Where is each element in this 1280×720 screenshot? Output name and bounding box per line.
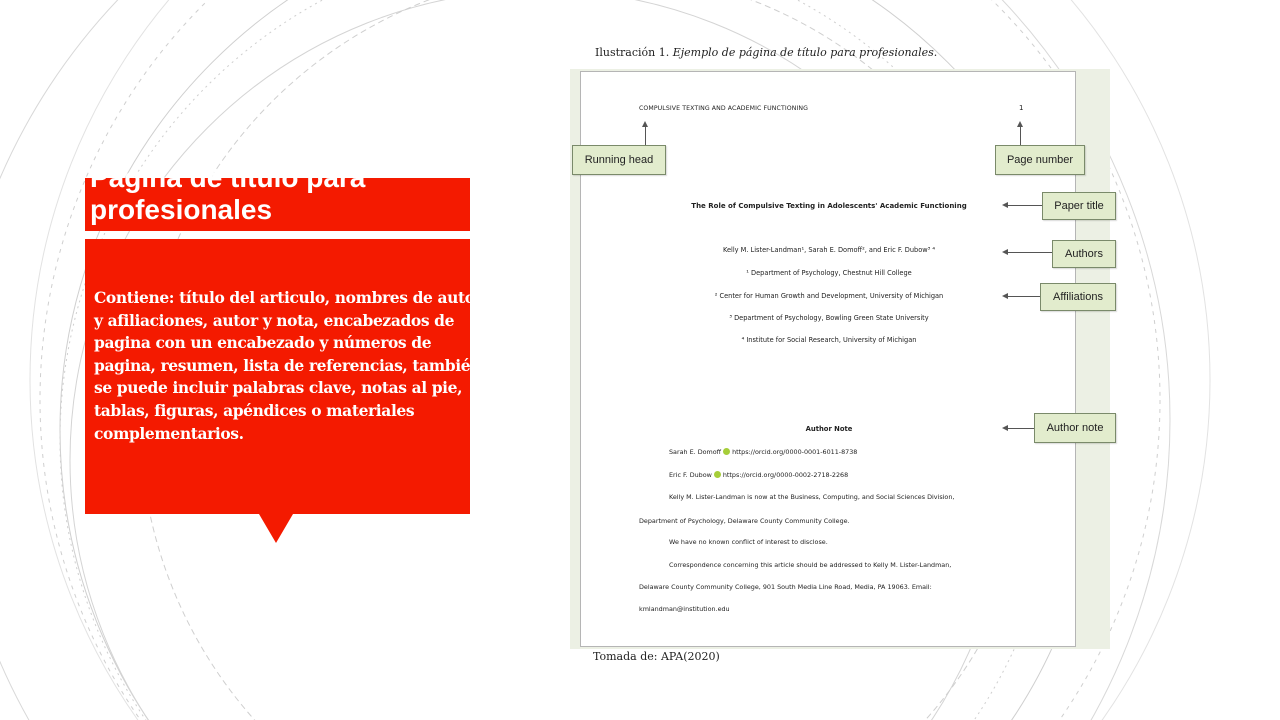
- orcid-line: [669, 471, 848, 479]
- running-head-text: COMPULSIVE TEXTING AND ACADEMIC FUNCTIONING: [639, 105, 808, 112]
- note-line: Kelly M. Lister-Landman is now at the Business, Computing, and Social Sciences Division,: [669, 493, 955, 501]
- affiliation-line: ¹ Department of Psychology, Chestnut Hill College: [746, 269, 912, 277]
- paper-title-callout: [1042, 192, 1116, 220]
- slide-title: Pagina de titulo para profesionales: [90, 162, 366, 225]
- author-note-callout: [1034, 413, 1116, 443]
- note-line: Delaware County Community College, 901 South Media Line Road, Media, PA 19063. Email:: [639, 583, 932, 591]
- affiliations-arrow: [1006, 296, 1040, 297]
- note-line: We have no known conflict of interest to disclose.: [669, 538, 828, 546]
- note-line: kmlandman@institution.edu: [639, 605, 730, 613]
- slide-title-box: [85, 162, 470, 231]
- page-number-text: 1: [1019, 104, 1024, 112]
- orcid-name: Eric F. Dubow: [669, 471, 712, 479]
- caption-title: Ejemplo de página de título para profesionales.: [672, 46, 938, 59]
- authors-label: Authors: [1065, 248, 1103, 260]
- paper-title-arrow: [1006, 205, 1042, 206]
- affiliations-callout: [1040, 283, 1116, 311]
- apa-title-page-figure: [570, 69, 1110, 649]
- caption-label: Ilustración 1.: [595, 46, 670, 59]
- slide-content-box: [85, 239, 483, 514]
- callout-pointer: [259, 514, 293, 543]
- note-line: Correspondence concerning this article should be addressed to Kelly M. Lister-Landman,: [669, 561, 952, 569]
- orcid-url: https://orcid.org/0000-0001-6011-8738: [732, 448, 858, 456]
- page-number-callout: [995, 145, 1085, 175]
- orcid-icon: [714, 471, 721, 478]
- slide-body-text: Contiene: título del articulo, nombres de autor y afiliaciones, autor y nota, encabezados de pagina con un encabezado y números de pagina, resumen, lista de referencias, también se puede incluir palabras clave, notas al pie, tablas, figuras, apéndices o materiales complementarios.: [94, 288, 483, 443]
- page-number-arrow: [1020, 125, 1021, 145]
- orcid-name: Sarah E. Domoff: [669, 448, 722, 456]
- authors-text: Kelly M. Lister-Landman¹, Sarah E. Domoff², and Eric F. Dubow³ ⁴: [722, 246, 936, 254]
- paper-title-label: Paper title: [1054, 200, 1104, 212]
- orcid-icon: [723, 448, 730, 455]
- orcid-line: [669, 448, 857, 456]
- authors-callout: [1052, 240, 1116, 268]
- author-note-arrow: [1006, 428, 1034, 429]
- paper-title-text: The Role of Compulsive Texting in Adolescents' Academic Functioning: [691, 202, 967, 210]
- running-head-callout: [572, 145, 666, 175]
- affiliation-line: ⁴ Institute for Social Research, University of Michigan: [741, 336, 917, 344]
- figure-source: Tomada de: APA(2020): [593, 650, 720, 663]
- page-number-label: Page number: [1006, 154, 1074, 166]
- figure-caption: [595, 46, 937, 59]
- authors-arrow: [1006, 252, 1052, 253]
- note-line: Department of Psychology, Delaware County Community College.: [639, 517, 850, 525]
- author-note-label: Author note: [1046, 422, 1104, 434]
- affiliation-line: ² Center for Human Growth and Development, University of Michigan: [714, 292, 944, 300]
- author-note-heading: Author Note: [805, 425, 853, 433]
- running-head-arrow: [645, 125, 646, 145]
- orcid-url: https://orcid.org/0000-0002-2718-2268: [722, 471, 849, 479]
- affiliations-label: Affiliations: [1053, 291, 1103, 303]
- affiliation-line: ³ Department of Psychology, Bowling Green State University: [729, 314, 929, 322]
- running-head-label: Running head: [584, 154, 654, 166]
